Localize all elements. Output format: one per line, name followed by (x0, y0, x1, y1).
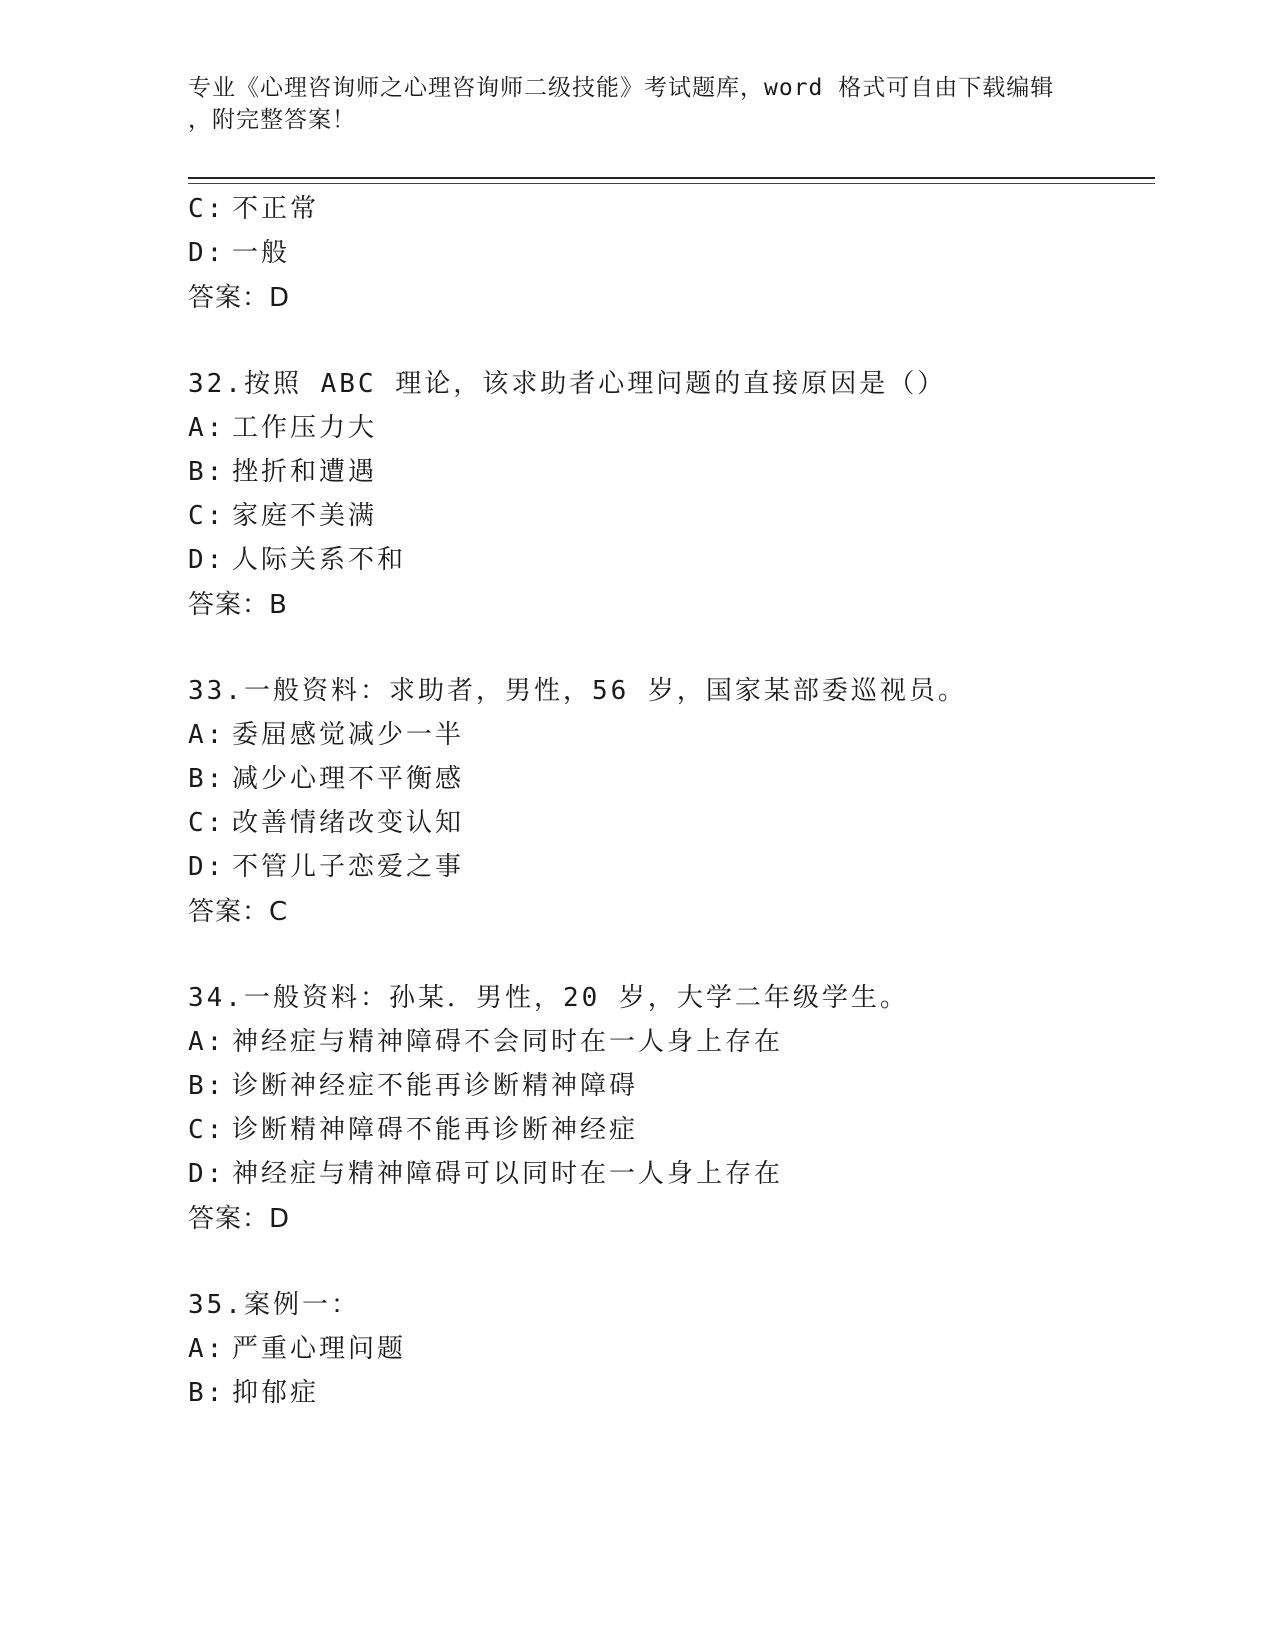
option-letter: B: (188, 457, 226, 487)
option-text: 神经症与精神障碍不会同时在一人身上存在 (232, 1027, 784, 1057)
option-line (188, 455, 377, 489)
option-text: 诊断神经症不能再诊断精神障碍 (232, 1071, 639, 1101)
option-line (188, 806, 464, 840)
option-text: 减少心理不平衡感 (232, 764, 465, 794)
question-stem: 33.一般资料：求助者，男性，56 岁，国家某部委巡视员。 (188, 676, 967, 706)
header-divider-thin (188, 183, 1155, 184)
option-line (188, 192, 319, 226)
option-line (188, 1157, 783, 1191)
header-line-1: 专业《心理咨询师之心理咨询师二级技能》考试题库，word 格式可自由下载编辑 (188, 75, 1055, 101)
option-text: 人际关系不和 (232, 545, 407, 575)
header-divider-thick (188, 177, 1155, 179)
option-line (188, 1332, 406, 1366)
option-letter: C: (188, 1115, 226, 1145)
option-text: 不管儿子恋爱之事 (232, 852, 465, 882)
option-letter: C: (188, 501, 226, 531)
document-header (188, 72, 1088, 136)
option-letter: C: (188, 808, 226, 838)
option-letter: A: (188, 1027, 226, 1057)
option-letter: B: (188, 764, 226, 794)
option-letter: D: (188, 852, 226, 882)
option-letter: A: (188, 1334, 226, 1364)
option-line (188, 1069, 638, 1103)
option-line (188, 1025, 783, 1059)
option-letter: D: (188, 238, 226, 268)
option-line (188, 1376, 319, 1410)
option-text: 工作压力大 (232, 413, 378, 443)
option-letter: C: (188, 194, 226, 224)
option-line (188, 718, 464, 752)
option-line (188, 850, 464, 884)
answer-line: 答案：D (188, 283, 291, 313)
option-line (188, 1113, 638, 1147)
option-letter: D: (188, 545, 226, 575)
answer-line: 答案：D (188, 1204, 291, 1234)
question-stem: 32.按照 ABC 理论，该求助者心理问题的直接原因是（） (188, 369, 947, 399)
header-line-2: ，附完整答案！ (188, 107, 356, 133)
option-text: 诊断精神障碍不能再诊断神经症 (232, 1115, 639, 1145)
option-text: 神经症与精神障碍可以同时在一人身上存在 (232, 1159, 784, 1189)
option-text: 一般 (232, 238, 291, 268)
option-line (188, 499, 377, 533)
answer-line: 答案：B (188, 590, 288, 620)
option-text: 委屈感觉减少一半 (232, 720, 465, 750)
option-text: 严重心理问题 (232, 1334, 407, 1364)
question-stem: 35.案例一： (188, 1290, 360, 1320)
option-letter: A: (188, 720, 226, 750)
question-stem: 34.一般资料：孙某．男性，20 岁，大学二年级学生。 (188, 983, 909, 1013)
option-line (188, 236, 290, 270)
option-line (188, 543, 406, 577)
answer-line: 答案：C (188, 897, 289, 927)
option-letter: B: (188, 1378, 226, 1408)
option-text: 不正常 (232, 194, 320, 224)
option-text: 家庭不美满 (232, 501, 378, 531)
option-text: 挫折和遭遇 (232, 457, 378, 487)
option-letter: B: (188, 1071, 226, 1101)
option-text: 抑郁症 (232, 1378, 320, 1408)
option-letter: A: (188, 413, 226, 443)
option-line (188, 762, 464, 796)
option-line (188, 411, 377, 445)
option-text: 改善情绪改变认知 (232, 808, 465, 838)
option-letter: D: (188, 1159, 226, 1189)
